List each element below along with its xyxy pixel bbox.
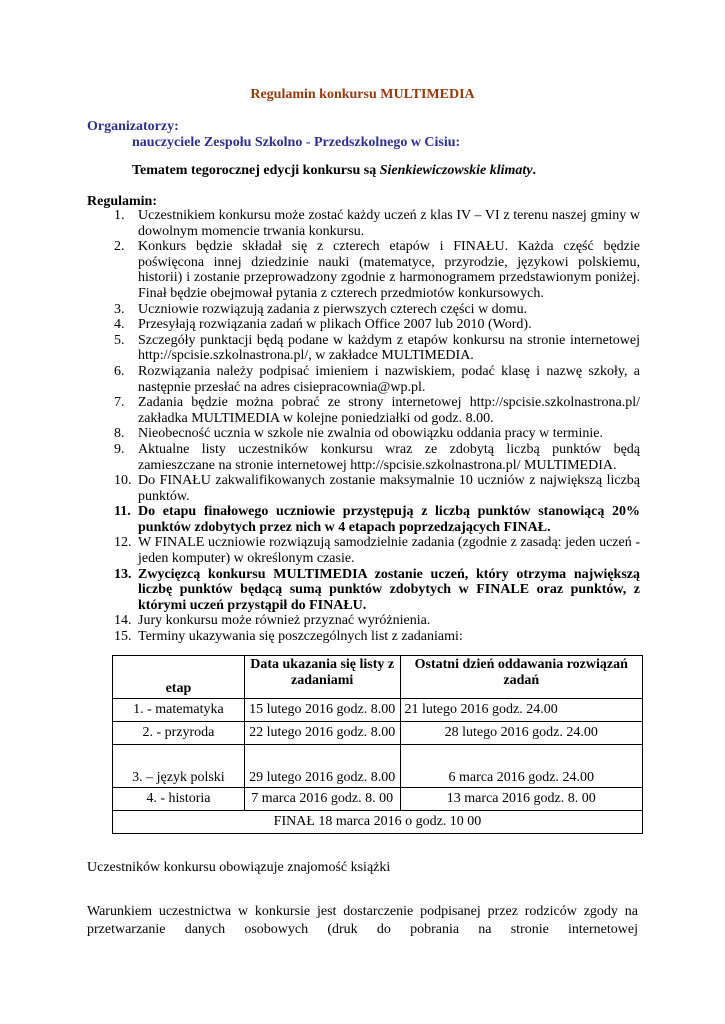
rule-number: 14. — [114, 613, 132, 629]
deadline-cell: 21 lutego 2016 godz. 24.00 — [400, 699, 642, 722]
rule-item — [87, 317, 640, 333]
rule-text: Rozwiązania należy podpisać imieniem i nazwiskiem, podać klasę i nazwę szkoły, a następnie przesłać na adres cisiepracownia@wp.pl. — [138, 363, 640, 395]
rules-list — [87, 208, 640, 645]
organizers-label: Organizatorzy: — [87, 119, 179, 134]
rule-text: Zwycięzcą konkursu MULTIMEDIA zostanie uczeń, który otrzyma największą liczbę punktów będącą sumą punktów zdobytych w FINALE oraz punktów, z którymi uczeń przystąpił do FINAŁU. — [138, 566, 640, 613]
rule-text: Jury konkursu może również przyznać wyróżnienia. — [138, 613, 431, 629]
consent-note: Warunkiem uczestnictwa w konkursie jest dostarczenie podpisanej przez rodziców zgody na przetwarzanie danych osobowych (druk do pobrania na stronie internetowej — [87, 904, 638, 937]
deadline-cell: 13 marca 2016 godz. 8. 00 — [400, 788, 642, 811]
rule-text: W FINALE uczniowie rozwiązują samodzielnie zadania (zgodnie z zasadą: jeden uczeń - jeden komputer) w określonym czasie. — [138, 535, 640, 567]
rule-text: Do FINAŁU zakwalifikowanych zostanie maksymalnie 10 uczniów z największą liczbą punktów. — [138, 473, 640, 504]
rule-number: 11. — [114, 504, 131, 520]
table-row — [113, 722, 643, 745]
publish-date-cell: 15 lutego 2016 godz. 8.00 — [244, 699, 400, 722]
publish-date-cell: 29 lutego 2016 godz. 8.00 — [244, 745, 400, 788]
header-stage: etap — [113, 656, 245, 699]
deadline-cell: 6 marca 2016 godz. 24.00 — [400, 745, 642, 788]
rule-text: Do etapu finałowego uczniowie przystępują z liczbą punktów stanowiącą 20% punktów zdobytych przez nich w 4 etapach poprzedzających FINAŁ. — [138, 504, 640, 535]
rule-number: 6. — [114, 363, 125, 379]
rule-item — [87, 239, 640, 301]
rule-item — [87, 426, 640, 442]
stage-cell: 1. - matematyka — [113, 699, 245, 722]
stage-cell: 2. - przyroda — [113, 722, 245, 745]
rule-text: Szczegóły punktacji będą podane w każdym z etapów konkursu na stronie internetowej http://spcisie.szkolnastrona.pl/, w zakładce MULTIMEDIA. — [138, 332, 640, 364]
stage-cell: 3. – język polski — [113, 745, 245, 788]
theme-prefix: Tematem tegorocznej edycji konkursu są — [132, 163, 380, 178]
rule-number: 13. — [114, 566, 132, 582]
rule-item — [87, 629, 640, 645]
publish-date-cell: 7 marca 2016 godz. 8. 00 — [244, 788, 400, 811]
rule-number: 10. — [114, 473, 132, 489]
theme-italic: Sienkiewiczowskie klimaty — [379, 163, 533, 178]
rule-text: Aktualne listy uczestników konkursu wraz ze zdobytą liczbą punktów będą zamieszczane na stronie internetowej http://spcisie.szkolnastrona.pl/ MULTIMEDIA. — [138, 441, 640, 473]
table-row — [113, 699, 643, 722]
rule-number: 2. — [114, 239, 125, 255]
rule-item — [87, 535, 640, 566]
rule-text: Uczniowie rozwiązują zadania z pierwszych czterech części w domu. — [138, 301, 528, 317]
table-row — [113, 788, 643, 811]
table-header-row — [113, 656, 643, 699]
book-note: Uczestników konkursu obowiązuje znajomość książki — [87, 860, 391, 875]
table-final-row — [113, 811, 643, 834]
rules-label: Regulamin: — [87, 194, 157, 209]
publish-date-cell: 22 lutego 2016 godz. 8.00 — [244, 722, 400, 745]
rule-number: 5. — [114, 332, 125, 348]
organizers-name: nauczyciele Zespołu Szkolno - Przedszkolnego w Cisiu: — [132, 135, 461, 150]
header-publish-date: Data ukazania się listy z zadaniami — [244, 656, 400, 699]
rule-text: Nieobecność ucznia w szkole nie zwalnia od obowiązku oddania pracy w terminie. — [138, 426, 603, 442]
rule-number: 3. — [114, 301, 125, 317]
rule-item — [87, 364, 640, 395]
rule-text: Uczestnikiem konkursu może zostać każdy uczeń z klas IV – VI z terenu naszej gminy w dowolnym momencie trwania konkursu. — [138, 208, 640, 239]
rule-text: Przesyłają rozwiązania zadań w plikach Office 2007 lub 2010 (Word). — [138, 317, 532, 333]
schedule-table — [112, 655, 643, 834]
table-row — [113, 745, 643, 788]
header-deadline: Ostatni dzień oddawania rozwiązań zadań — [400, 656, 642, 699]
rule-item — [87, 333, 640, 364]
rule-number: 1. — [114, 208, 125, 223]
rule-text: Konkurs będzie składał się z czterech etapów i FINAŁU. Każda część będzie poświęcona innej dziedzinie nauki (matematyce, przyrodzie, językowi polskiemu, historii) i zostanie przeprowadzony zgodnie z harmonogramem przedstawionym poniżej. Finał będzie obejmował pytania z czterech przedmiotów konkursowych. — [138, 239, 640, 301]
rule-number: 4. — [114, 317, 125, 333]
rule-item — [87, 208, 640, 239]
rule-number: 7. — [114, 395, 125, 411]
rule-item — [87, 442, 640, 473]
rule-item — [87, 473, 640, 504]
theme-suffix: . — [532, 163, 537, 178]
rule-item — [87, 302, 640, 318]
final-cell: FINAŁ 18 marca 2016 o godz. 10 00 — [113, 811, 643, 834]
stage-cell: 4. - historia — [113, 788, 245, 811]
rule-number: 8. — [114, 426, 125, 442]
rule-text: Zadania będzie można pobrać ze strony internetowej http://spcisie.szkolnastrona.pl/ zakładka MULTIMEDIA w kolejne poniedziałki od godz. 8.00. — [138, 395, 640, 426]
deadline-cell: 28 lutego 2016 godz. 24.00 — [400, 722, 642, 745]
rule-number: 9. — [114, 441, 125, 457]
rule-text: Terminy ukazywania się poszczególnych list z zadaniami: — [138, 629, 463, 645]
rule-item — [87, 613, 640, 629]
rule-item — [87, 395, 640, 426]
rule-item — [87, 504, 640, 535]
theme-statement — [132, 162, 536, 180]
document-title: Regulamin konkursu MULTIMEDIA — [250, 87, 475, 102]
rule-item — [87, 567, 640, 614]
rule-number: 15. — [114, 629, 132, 645]
rule-number: 12. — [114, 535, 132, 551]
